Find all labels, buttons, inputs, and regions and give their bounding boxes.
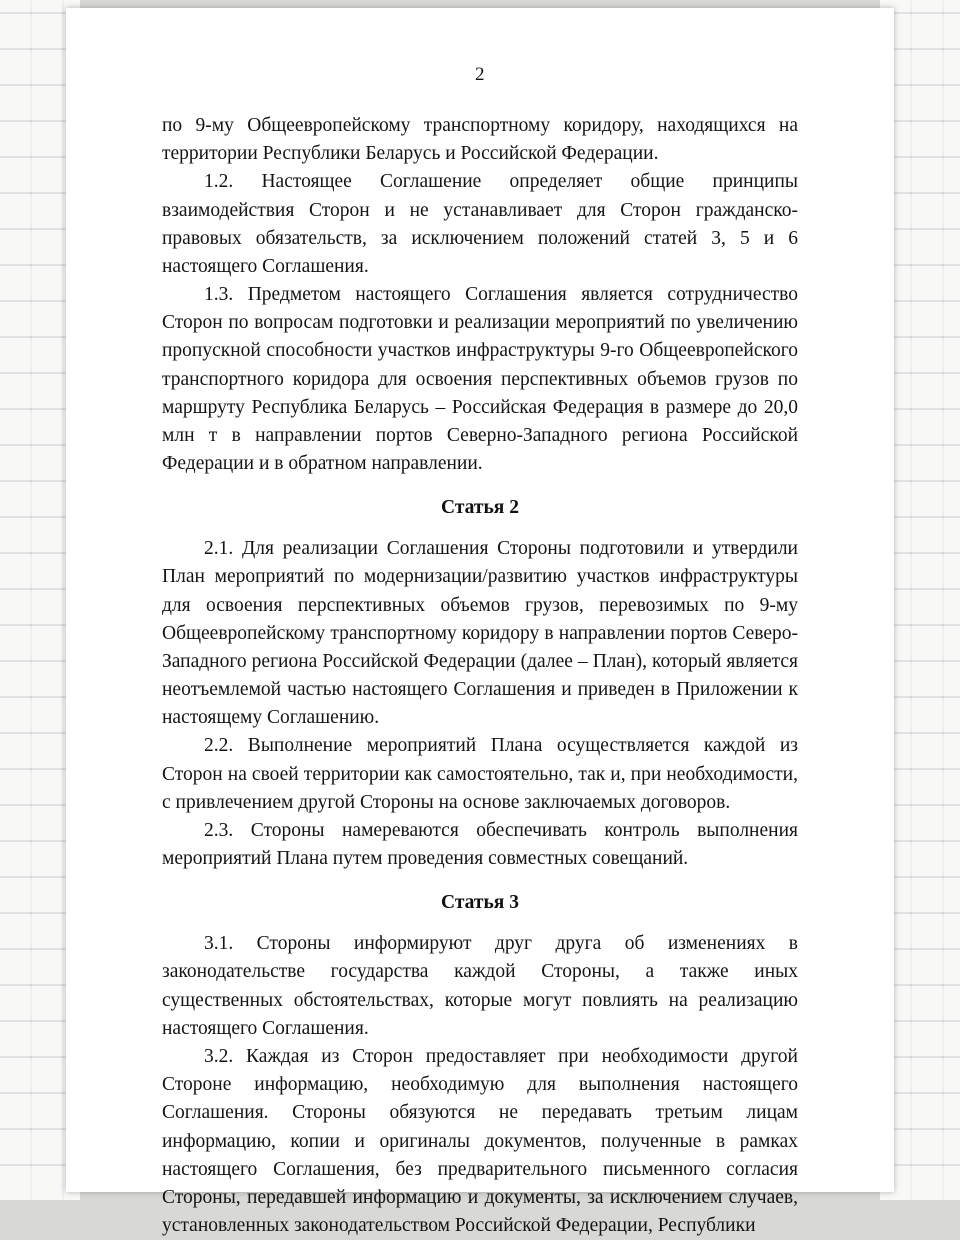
article-heading: Статья 3 — [441, 892, 519, 914]
paragraph: 1.2. Настоящее Соглашение определяет общие принципы взаимодействия Сторон и не устанавливает для Сторон гражданско-правовых обязательств, за исключением положений статей 3, 5 и 6 настоящего Соглашения. — [162, 171, 798, 277]
paragraph: 3.1. Стороны информируют друг друга об изменениях в законодательстве государства каждой Стороны, а также иных существенных обстоятельствах, которые могут повлиять на реализацию настоящего Соглашения. — [162, 933, 798, 1039]
page-number: 2 — [475, 64, 485, 85]
document-page — [66, 8, 894, 1237]
article-heading: Статья 2 — [441, 497, 519, 519]
paragraph: 2.3. Стороны намереваются обеспечивать контроль выполнения мероприятий Плана путем проведения совместных совещаний. — [162, 819, 798, 870]
paragraph: 2.1. Для реализации Соглашения Стороны подготовили и утвердили План мероприятий по модернизации/развитию участков инфраструктуры для освоения перспективных объемов грузов, перевозимых по 9-му Общеевропейскому транспортному коридору в направлении портов Северо-Западного региона Российской Федерации (далее – План), который является неотъемлемой частью настоящего Соглашения и приведен в Приложении к настоящему Соглашению. — [162, 538, 798, 729]
paragraph: 3.2. Каждая из Сторон предоставляет при необходимости другой Стороне информацию, необходимую для выполнения настоящего Соглашения. Стороны обязуются не передавать третьим лицам информацию, копии и оригиналы документов, полученные в рамках настоящего Соглашения, без предварительного письменного согласия Стороны, передавшей информацию и документы, за исключением случаев, установленных законодательством Российской Федерации, Республики — [162, 1045, 798, 1237]
paragraph: по 9-му Общеевропейскому транспортному коридору, находящихся на территории Республики Беларусь и Российской Федерации. — [162, 115, 798, 165]
paragraph: 2.2. Выполнение мероприятий Плана осуществляется каждой из Сторон на своей территории как самостоятельно, так и, при необходимости, с привлечением другой Стороны на основе заключаемых договоров. — [162, 735, 798, 813]
paragraph: 1.3. Предметом настоящего Соглашения является сотрудничество Сторон по вопросам подготовки и реализации мероприятий по увеличению пропускной способности участков инфраструктуры 9-го Общеевропейского транспортного коридора для освоения перспективных объемов грузов по маршруту Республика Беларусь – Российская Федерация в размере до 20,0 млн т в направлении портов Северно-Западного региона Российской Федерации и в обратном направлении. — [162, 284, 798, 475]
